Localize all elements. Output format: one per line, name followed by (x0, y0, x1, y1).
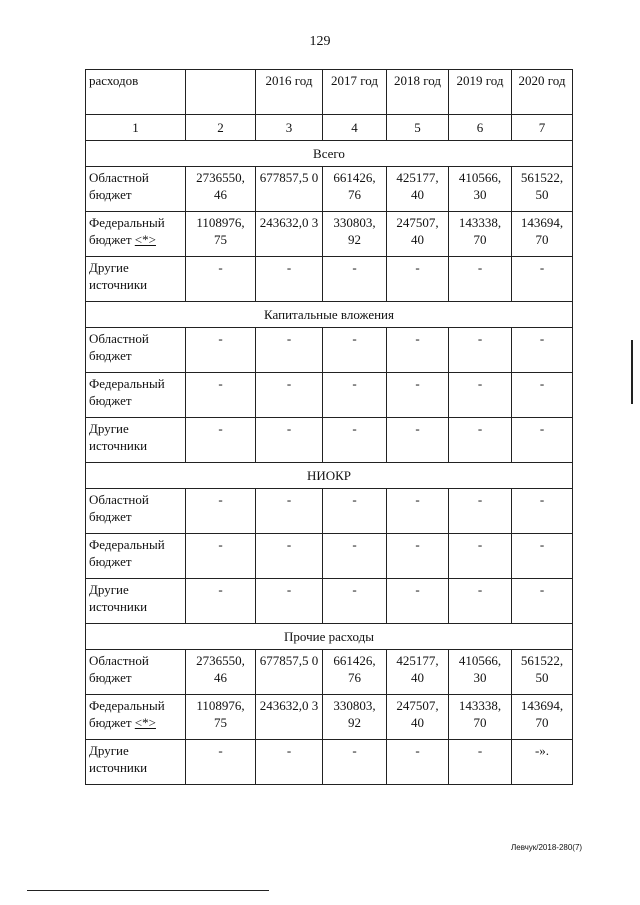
value-cell: - (323, 579, 387, 624)
row-label-text: Федеральный бюджет (89, 537, 165, 569)
row-label-text: Федеральный бюджет (89, 376, 165, 408)
index-cell: 6 (449, 115, 512, 141)
value-cell: 143694, 70 (512, 695, 573, 740)
table-row (86, 418, 573, 463)
value-cell: - (387, 418, 449, 463)
row-label (86, 373, 186, 418)
section-header-row (86, 463, 573, 489)
value-cell: - (387, 373, 449, 418)
value-cell: 247507, 40 (387, 695, 449, 740)
value-cell: - (323, 373, 387, 418)
value-cell: - (323, 328, 387, 373)
value-cell: - (449, 579, 512, 624)
row-label (86, 257, 186, 302)
index-cell: 7 (512, 115, 573, 141)
index-row (86, 115, 573, 141)
row-label (86, 212, 186, 257)
value-cell: 661426, 76 (323, 167, 387, 212)
row-label (86, 534, 186, 579)
budget-table-body (86, 70, 573, 785)
value-cell: - (323, 740, 387, 785)
value-cell: - (387, 489, 449, 534)
header-cell-2016: 2016 год (256, 70, 323, 115)
value-cell: - (449, 489, 512, 534)
margin-mark (631, 340, 633, 404)
value-cell: 410566, 30 (449, 650, 512, 695)
value-cell: 247507, 40 (387, 212, 449, 257)
value-cell: 410566, 30 (449, 167, 512, 212)
value-cell: 677857,5 0 (256, 167, 323, 212)
row-label-text: Другие источники (89, 582, 148, 614)
value-cell: - (186, 328, 256, 373)
row-label (86, 740, 186, 785)
value-cell: 425177, 40 (387, 167, 449, 212)
value-cell: - (186, 740, 256, 785)
value-cell: - (186, 257, 256, 302)
header-cell-2018: 2018 год (387, 70, 449, 115)
value-cell: - (512, 579, 573, 624)
header-row (86, 70, 573, 115)
value-cell: - (323, 489, 387, 534)
value-cell: - (186, 489, 256, 534)
value-cell: - (256, 328, 323, 373)
value-cell: - (449, 740, 512, 785)
value-cell: 677857,5 0 (256, 650, 323, 695)
value-cell: - (186, 534, 256, 579)
section-title: Всего (86, 141, 573, 167)
value-cell: - (512, 257, 573, 302)
value-cell: 143694, 70 (512, 212, 573, 257)
value-cell: 561522, 50 (512, 650, 573, 695)
header-cell-2017: 2017 год (323, 70, 387, 115)
table-row (86, 695, 573, 740)
row-label-text: Областной бюджет (89, 653, 149, 685)
value-cell: 2736550, 46 (186, 650, 256, 695)
value-cell: 425177, 40 (387, 650, 449, 695)
value-cell: 330803, 92 (323, 212, 387, 257)
value-cell: - (387, 257, 449, 302)
footnote-reference-link[interactable]: <*> (134, 715, 156, 730)
value-cell: 661426, 76 (323, 650, 387, 695)
value-cell: - (387, 534, 449, 579)
value-cell: 143338, 70 (449, 212, 512, 257)
value-cell: - (387, 328, 449, 373)
value-cell: - (387, 740, 449, 785)
row-label (86, 650, 186, 695)
footnote-divider (27, 890, 269, 891)
index-cell: 2 (186, 115, 256, 141)
header-cell-expenses: расходов (86, 70, 186, 115)
table-row (86, 650, 573, 695)
section-title: Капитальные вложения (86, 302, 573, 328)
value-cell: 561522, 50 (512, 167, 573, 212)
value-cell: - (186, 373, 256, 418)
value-cell: - (186, 579, 256, 624)
row-label-text: Другие источники (89, 260, 148, 292)
value-cell: - (256, 534, 323, 579)
value-cell: 243632,0 3 (256, 695, 323, 740)
value-cell: - (512, 418, 573, 463)
page-number: 129 (309, 34, 331, 49)
value-cell: - (512, 373, 573, 418)
section-header-row (86, 302, 573, 328)
value-cell: - (449, 418, 512, 463)
value-cell: -». (512, 740, 573, 785)
row-label (86, 579, 186, 624)
value-cell: - (186, 418, 256, 463)
value-cell: - (512, 534, 573, 579)
value-cell: - (256, 257, 323, 302)
value-cell: - (256, 489, 323, 534)
value-cell: - (449, 257, 512, 302)
value-cell: 2736550, 46 (186, 167, 256, 212)
value-cell: 243632,0 3 (256, 212, 323, 257)
footnote-reference-link[interactable]: <*> (134, 232, 156, 247)
value-cell: - (323, 534, 387, 579)
row-label-text: Областной бюджет (89, 331, 149, 363)
row-label-text: Федеральный бюджет (89, 215, 165, 247)
header-cell-2020: 2020 год (512, 70, 573, 115)
value-cell: 1108976, 75 (186, 212, 256, 257)
section-header-row (86, 624, 573, 650)
value-cell: - (449, 534, 512, 579)
index-cell: 1 (86, 115, 186, 141)
table-row (86, 167, 573, 212)
table-row (86, 579, 573, 624)
row-label (86, 695, 186, 740)
table-row (86, 489, 573, 534)
budget-table (85, 69, 573, 785)
table-row (86, 740, 573, 785)
row-label-text: Другие источники (89, 421, 148, 453)
document-code: Левчук/2018-280(7) (511, 843, 583, 852)
header-cell-blank (186, 70, 256, 115)
value-cell: - (449, 328, 512, 373)
row-label (86, 328, 186, 373)
value-cell: - (256, 373, 323, 418)
table-row (86, 257, 573, 302)
value-cell: - (512, 489, 573, 534)
section-header-row (86, 141, 573, 167)
row-label-text: Областной бюджет (89, 492, 149, 524)
value-cell: 143338, 70 (449, 695, 512, 740)
row-label-text: Областной бюджет (89, 170, 149, 202)
value-cell: - (256, 740, 323, 785)
value-cell: 1108976, 75 (186, 695, 256, 740)
value-cell: 330803, 92 (323, 695, 387, 740)
section-title: Прочие расходы (86, 624, 573, 650)
table-row (86, 212, 573, 257)
row-label (86, 489, 186, 534)
index-cell: 3 (256, 115, 323, 141)
value-cell: - (449, 373, 512, 418)
row-label (86, 167, 186, 212)
value-cell: - (323, 418, 387, 463)
header-cell-2019: 2019 год (449, 70, 512, 115)
table-row (86, 373, 573, 418)
value-cell: - (387, 579, 449, 624)
index-cell: 5 (387, 115, 449, 141)
index-cell: 4 (323, 115, 387, 141)
value-cell: - (256, 418, 323, 463)
table-row (86, 534, 573, 579)
row-label-text: Федеральный бюджет (89, 698, 165, 730)
table-row (86, 328, 573, 373)
value-cell: - (256, 579, 323, 624)
section-title: НИОКР (86, 463, 573, 489)
row-label-text: Другие источники (89, 743, 148, 775)
value-cell: - (323, 257, 387, 302)
value-cell: - (512, 328, 573, 373)
row-label (86, 418, 186, 463)
